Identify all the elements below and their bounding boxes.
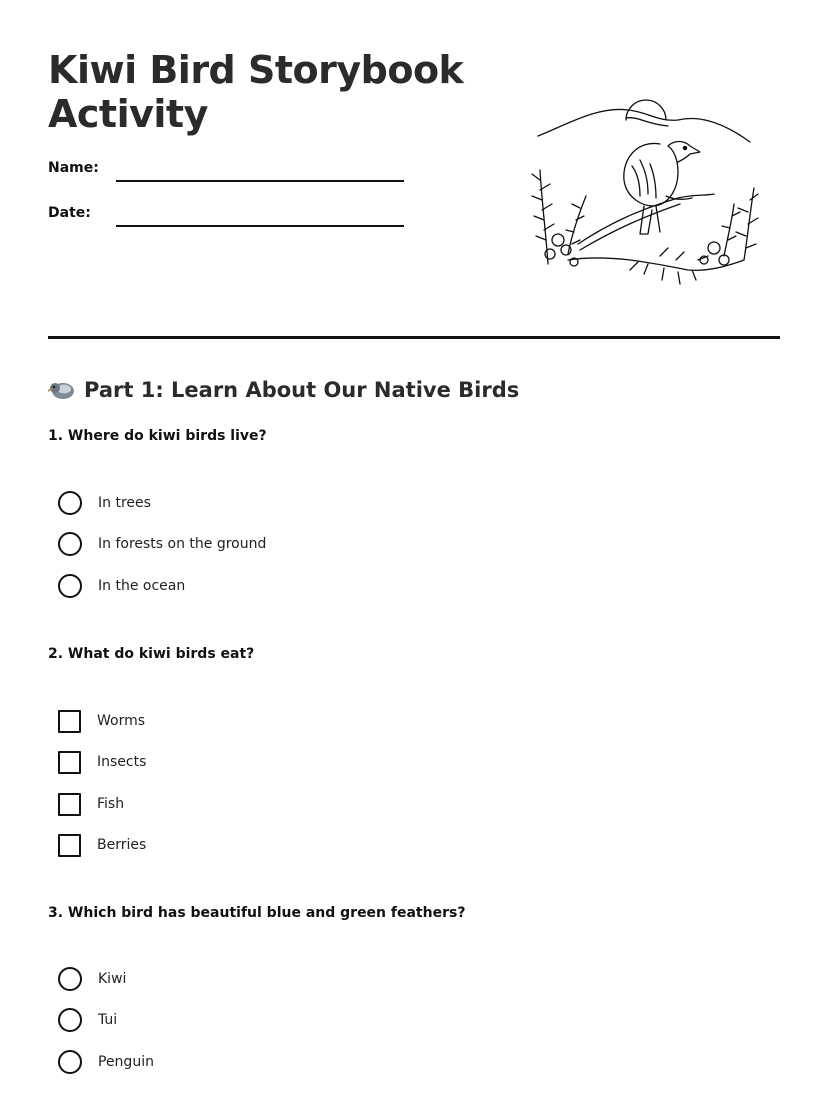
name-line[interactable]	[116, 180, 404, 182]
date-line[interactable]	[116, 225, 404, 227]
option-label: In forests on the ground	[98, 536, 267, 552]
option-label: Worms	[97, 713, 146, 729]
option-checkbox[interactable]	[58, 708, 145, 734]
question-3: 3. Which bird has beautiful blue and green feathers?	[48, 905, 466, 921]
question-1: 1. Where do kiwi birds live?	[48, 428, 267, 444]
option-label: Berries	[97, 837, 147, 853]
option-label: Penguin	[98, 1054, 154, 1070]
section-title	[48, 375, 519, 405]
title-line-2: Activity	[48, 92, 208, 136]
option-label: In trees	[98, 495, 151, 511]
page-title	[48, 48, 468, 136]
radio-button[interactable]	[58, 967, 82, 991]
hills	[538, 109, 750, 142]
option-radio[interactable]	[58, 966, 126, 992]
radio-button[interactable]	[58, 532, 82, 556]
kiwi-bird-icon	[48, 379, 76, 401]
checkbox[interactable]	[58, 834, 81, 857]
option-checkbox[interactable]	[58, 791, 124, 817]
worksheet-page	[48, 0, 780, 1118]
branch	[578, 194, 714, 244]
checkbox[interactable]	[58, 751, 81, 774]
option-checkbox[interactable]	[58, 749, 146, 775]
option-radio[interactable]	[58, 573, 185, 599]
question-2: 2. What do kiwi birds eat?	[48, 646, 255, 662]
title-line-1: Kiwi Bird Storybook	[48, 48, 464, 92]
bird-illustration	[528, 84, 764, 296]
radio-button[interactable]	[58, 574, 82, 598]
option-radio[interactable]	[58, 490, 151, 516]
option-label: Insects	[97, 754, 147, 770]
option-label: In the ocean	[98, 578, 186, 594]
checkbox[interactable]	[58, 710, 81, 733]
option-radio[interactable]	[58, 531, 266, 557]
date-label: Date:	[48, 205, 91, 221]
option-label: Fish	[97, 796, 125, 812]
radio-button[interactable]	[58, 491, 82, 515]
radio-button[interactable]	[58, 1050, 82, 1074]
radio-button[interactable]	[58, 1008, 82, 1032]
checkbox[interactable]	[58, 793, 81, 816]
section-divider	[48, 336, 780, 339]
option-checkbox[interactable]	[58, 832, 146, 858]
name-label: Name:	[48, 160, 99, 176]
option-radio[interactable]	[58, 1049, 154, 1075]
option-label: Kiwi	[98, 971, 127, 987]
option-label: Tui	[98, 1012, 118, 1028]
bird-body	[624, 143, 678, 206]
option-radio[interactable]	[58, 1007, 117, 1033]
section-title-text: Part 1: Learn About Our Native Birds	[84, 378, 520, 402]
